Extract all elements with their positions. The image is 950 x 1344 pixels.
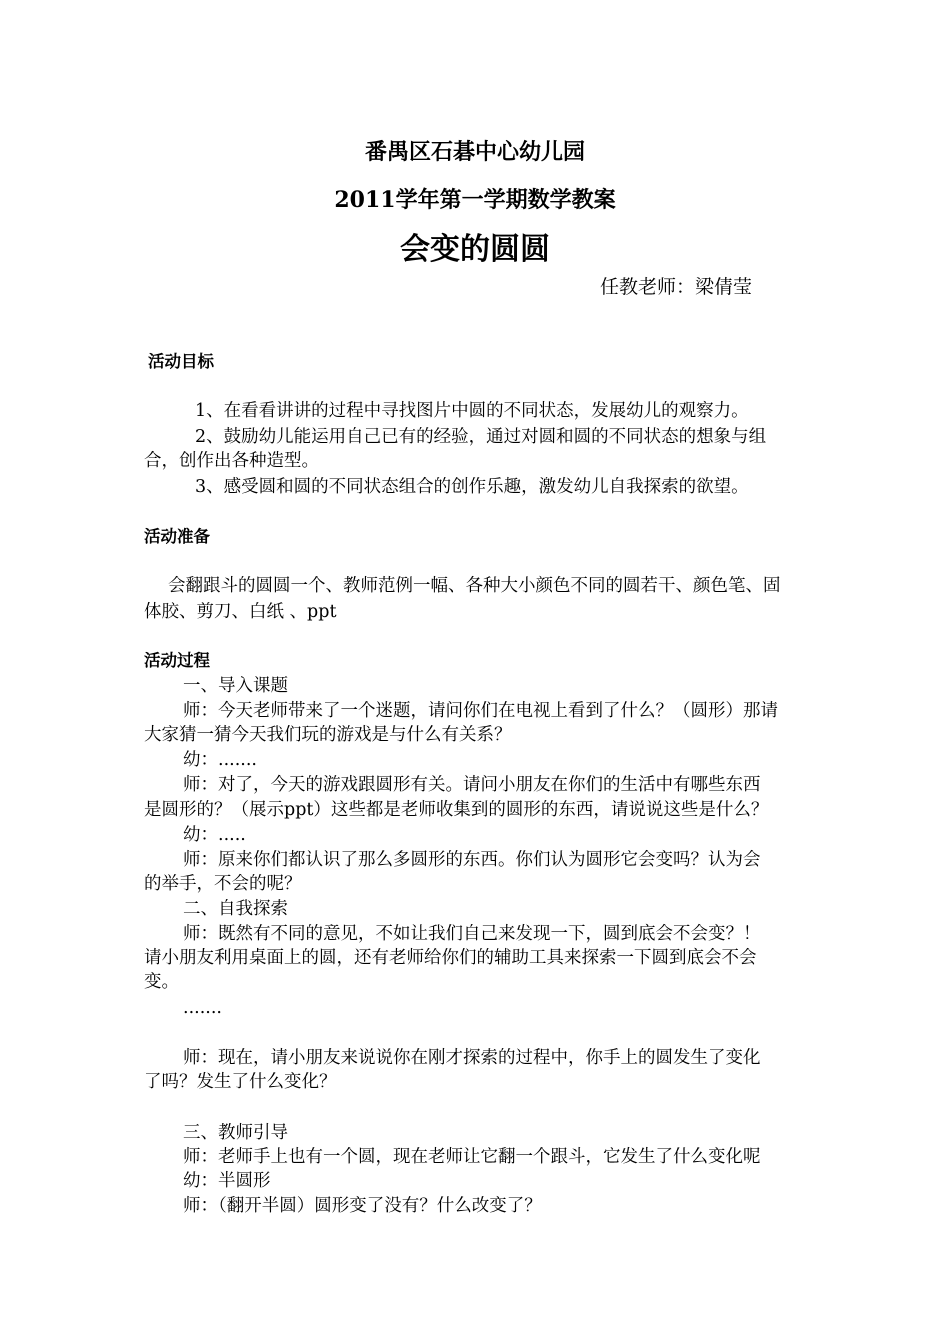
teacher-name: 任教老师：梁倩莹 xyxy=(600,276,753,298)
prep-line-1: 会翻跟斗的圆圆一个、教师范例一幅、各种大小颜色不同的圆若干、颜色笔、固 xyxy=(168,576,781,596)
process-text: 师：（翻开半圆）圆形变了没有？什么改变了？ xyxy=(183,1196,542,1216)
goal-2-line-2: 合，创作出各种造型。 xyxy=(144,451,319,471)
step-2-title: 二、自我探索 xyxy=(183,899,288,919)
process-text: 幼：..... xyxy=(183,825,246,845)
process-text: 师：今天老师带来了一个迷题，请问你们在电视上看到了什么？（圆形）那请 xyxy=(183,701,778,721)
process-text: 幼：....... xyxy=(183,750,257,770)
process-text: 师：既然有不同的意见，不如让我们自己来发现一下，圆到底会不会变？！ xyxy=(183,924,761,944)
section-heading-process: 活动过程 xyxy=(144,651,210,670)
prep-line-2: 体胶、剪刀、白纸 、ppt xyxy=(144,602,337,622)
goal-1: 1、在看看讲讲的过程中寻找图片中圆的不同状态，发展幼儿的观察力。 xyxy=(195,401,749,421)
section-heading-prep: 活动准备 xyxy=(144,527,210,546)
goal-3: 3、感受圆和圆的不同状态组合的创作乐趣，激发幼儿自我探索的欲望。 xyxy=(195,477,749,497)
process-text: 师：老师手上也有一个圆，现在老师让它翻一个跟斗，它发生了什么变化呢 xyxy=(183,1147,761,1167)
process-text: 师：对了，今天的游戏跟圆形有关。请问小朋友在你们的生活中有哪些东西 xyxy=(183,775,761,795)
process-text: ....... xyxy=(183,998,222,1018)
school-name: 番禺区石碁中心幼儿园 xyxy=(364,139,585,165)
process-text: 是圆形的？（展示ppt）这些都是老师收集到的圆形的东西，请说说这些是什么？ xyxy=(144,800,769,820)
goal-2-line-1: 2、鼓励幼儿能运用自己已有的经验，通过对圆和圆的不同状态的想象与组 xyxy=(195,427,767,447)
section-heading-goals: 活动目标 xyxy=(148,352,214,371)
step-3-title: 三、教师引导 xyxy=(183,1123,288,1143)
step-1-title: 一、导入课题 xyxy=(183,676,288,696)
process-text: 的举手，不会的呢？ xyxy=(144,874,302,894)
process-text: 师：原来你们都认识了那么多圆形的东西。你们认为圆形它会变吗？认为会 xyxy=(183,850,761,870)
process-text: 大家猜一猜今天我们玩的游戏是与什么有关系？ xyxy=(144,725,512,745)
process-text: 幼：半圆形 xyxy=(183,1171,271,1191)
process-text: 师：现在，请小朋友来说说你在刚才探索的过程中，你手上的圆发生了变化 xyxy=(183,1048,761,1068)
process-text: 了吗？发生了什么变化？ xyxy=(144,1072,337,1092)
process-text: 变。 xyxy=(144,972,179,992)
term-subtitle: 2011学年第一学期数学教案 xyxy=(334,187,616,213)
lesson-title: 会变的圆圆 xyxy=(400,232,550,267)
process-text: 请小朋友利用桌面上的圆，还有老师给你们的辅助工具来探索一下圆到底会不会 xyxy=(144,948,757,968)
